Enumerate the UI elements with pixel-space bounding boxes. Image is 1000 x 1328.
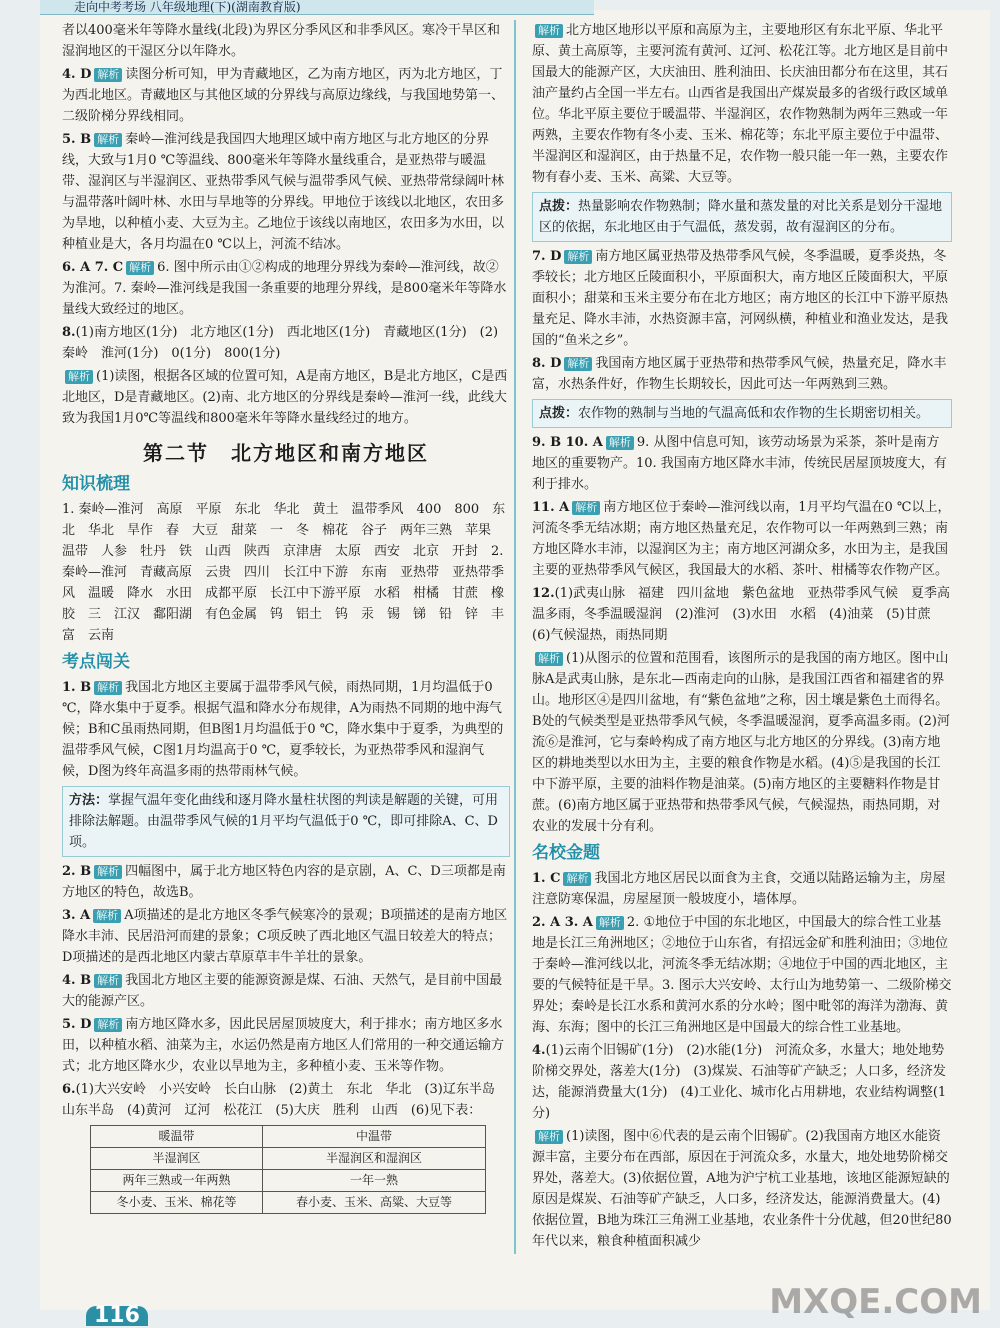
analysis-tag: 解析 (564, 357, 592, 371)
answer-text: 我国北方地区主要的能源资源是煤、石油、天然气，是目前中国最大的能源产区。 (62, 973, 503, 1009)
answer-item (62, 1014, 510, 1077)
exam-heading: 考点闯关 (62, 652, 130, 672)
analysis-tag: 解析 (564, 250, 592, 264)
analysis-tag: 解析 (535, 652, 563, 666)
table-cell: 冬小麦、玉米、棉花等 (91, 1192, 263, 1214)
answer-item (62, 1079, 510, 1121)
exam-answers-2 (62, 861, 510, 1121)
answer-text: 者以400毫米年等降水量线(北段)为界区分季风区和非季风区。寒冷干旱区和湿润地区的干湿区分以年降水。 (62, 23, 500, 59)
table-row (91, 1170, 486, 1192)
table-cell: 一年一熟 (262, 1170, 485, 1192)
answer-number: 2. B (62, 864, 92, 879)
table-cell: 半湿润区 (91, 1148, 263, 1170)
analysis-tag: 解析 (94, 865, 122, 879)
analysis-tag: 解析 (94, 974, 122, 988)
answer-number: 12. (532, 586, 555, 601)
analysis-tag: 解析 (563, 872, 591, 886)
answer-number: 5. B (62, 132, 92, 147)
answer-number: 5. D (62, 1017, 92, 1032)
analysis-tag: 解析 (606, 436, 634, 450)
golden-heading: 名校金题 (532, 843, 600, 863)
answer-text: 我国南方地区属于亚热带和热带季风气候，热量充足，降水丰富，水热条件好，作物生长期较长，因此可达一年两熟到三熟。 (532, 356, 947, 392)
column-divider (514, 20, 516, 1254)
table-row (91, 1148, 486, 1170)
answer-number: 1. C (532, 871, 561, 886)
answer-item (62, 257, 510, 320)
method-text: 掌握气温年变化曲线和逐月降水量柱状图的判读是解题的关键，可用排除法解题。由温带季风气候的1月平均气温低于0 ℃，即可排除A、C、D项。 (69, 793, 499, 850)
table-cell: 两年三熟或一年两熟 (91, 1170, 263, 1192)
answer-text: (1)武夷山脉 福建 四川盆地 紫色盆地 亚热带季风气候 夏季高温多雨，冬季温暖湿润 (2)淮河 (3)水田 水稻 (4)油菜 (5)甘蔗 (6)气候湿热，雨热同期 (532, 586, 951, 643)
analysis-tag: 解析 (93, 909, 121, 923)
answer-text: (1)读图，图中⑥代表的是云南个旧锡矿。(2)我国南方地区水能资源丰富，主要分布在西部，原因在于河流众多，水量大，地处地势阶梯交界处，落差大。(3)依据位置，A地为沪宁杭工业基地，该地区能源短缺的原因是煤炭、石油等矿产缺乏，人口多，经济发达，能源消费量大。(4)依据位置，B地为珠江三角洲工业基地，农业条件十分优越，但20世纪80年代以来，粮食种植面积减少 (532, 1129, 952, 1249)
answer-item (62, 64, 510, 127)
answer-text: 南方地区降水多，因此民居屋顶坡度大，利于排水；南方地区多水田，以种植水稻、油菜为主，水运仍然是南方地区人们常用的一种交通运输方式；北方地区降水少，农业以旱地为主，多种植小麦、玉米等作物。 (62, 1017, 505, 1074)
analysis-tag: 解析 (94, 681, 122, 695)
answer-item (62, 677, 510, 782)
answer-text: (1)大兴安岭 小兴安岭 长白山脉 (2)黄土 东北 华北 (3)辽东半岛 山东半岛 (4)黄河 辽河 松花江 (5)大庆 胜利 山西 (6)见下表： (62, 1082, 508, 1118)
answer-number: 1. B (62, 680, 92, 695)
analysis-tag: 解析 (535, 24, 563, 38)
answer-number: 2. A 3. A (532, 915, 593, 930)
table-header: 暖温带 (91, 1126, 263, 1148)
answer-text: 读图分析可知，甲为青藏地区，乙为南方地区，丙为北方地区，丁为西北地区。青藏地区与其他区域的分界线与高原边缘线，与我国地势第一、二级阶梯分界线相同。 (62, 67, 505, 124)
answer-number: 8. (62, 325, 76, 340)
left-top-answers (62, 20, 510, 429)
answer-item (62, 20, 510, 62)
analysis-tag: 解析 (94, 1018, 122, 1032)
answer-number: 4. D (62, 67, 92, 82)
right-column (532, 20, 952, 1254)
right-answers-3 (532, 432, 952, 837)
answer-item (532, 868, 952, 910)
answer-number: 3. A (62, 908, 91, 923)
analysis-tag: 解析 (596, 916, 624, 930)
answer-item (532, 1040, 952, 1124)
answer-item (532, 246, 952, 351)
climate-table (90, 1125, 486, 1214)
analysis-tag: 解析 (572, 501, 600, 515)
answer-item (532, 353, 952, 395)
analysis-tag: 解析 (535, 1130, 563, 1144)
analysis-tag: 解析 (126, 261, 154, 275)
watermark: MXQE.COM (769, 1282, 982, 1322)
answer-item (532, 1126, 952, 1252)
answer-item (532, 648, 952, 837)
answer-number: 4. B (62, 973, 92, 988)
left-column (62, 20, 510, 1214)
answer-number: 6. (62, 1082, 76, 1097)
answer-text: (1)云南个旧锡矿(1分) (2)水能(1分) 河流众多，水量大；地处地势阶梯交界处，落差大(1分) (3)煤炭、石油等矿产缺乏；人口多，经济发达，能源消费量大(1分) (4)工业化、城市化占用耕地，农业结构调整(1分) (532, 1043, 947, 1121)
answer-text: 北方地区地形以平原和高原为主，主要地形区有东北平原、华北平原、黄土高原等，主要河流有黄河、辽河、松花江等。北方地区是目前中国最大的能源产区，大庆油田、胜利油田、长庆油田都分布在这里，其石油产量约占全国一半左右。山西省是我国出产煤炭最多的省级行政区域单位。华北平原主要位于暖温带、半湿润区，农作物熟制为两年三熟或一年两熟，主要农作物有冬小麦、玉米、棉花等；东北平原主要位于中温带、半湿润区和湿润区，由于热量不足，农作物一般只能一年一熟，主要农作物有春小麦、玉米、高粱、大豆等。 (532, 23, 949, 185)
answer-item (62, 970, 510, 1012)
answer-text: (1)读图，根据各区域的位置可知，A是南方地区，B是北方地区，C是西北地区，D是青藏地区。(2)南、北方地区的分界线是秦岭—淮河一线，此线大致为我国1月0℃等温线和800毫米年等降水量线经过的地方。 (62, 369, 508, 426)
table-cell: 半湿润区和湿润区 (262, 1148, 485, 1170)
answer-number: 6. A 7. C (62, 260, 124, 275)
table-header: 中温带 (262, 1126, 485, 1148)
table-row (91, 1192, 486, 1214)
answer-item (62, 905, 510, 968)
answer-item (532, 912, 952, 1038)
answer-number: 9. B 10. A (532, 435, 603, 450)
answer-text: 南方地区位于秦岭—淮河线以南，1月平均气温在0 ℃以上，河流冬季无结冰期；南方地区热量充足，农作物可以一年两熟到三熟；南方地区降水丰沛，以湿润区为主；南方地区河湖众多，水田为主，是我国主要的亚热带季风气候区，我国最大的水稻、茶叶、柑橘等农作物产区。 (532, 500, 951, 578)
analysis-tag: 解析 (94, 133, 122, 147)
answer-text: 9. 从图中信息可知，该劳动场景为采茶，茶叶是南方地区的重要物产。10. 我国南方地区降水丰沛，传统民居屋顶坡度大，有利于排水。 (532, 435, 947, 492)
running-header: 走向中考考场 八年级地理(下)(湖南教育版) (40, 0, 594, 15)
analysis-tag: 解析 (65, 370, 93, 384)
answer-item (532, 20, 952, 188)
answer-text: 四幅图中，属于北方地区特色内容的是京剧，A、C、D三项都是南方地区的特色，故选B。 (62, 864, 506, 900)
right-answers-4 (532, 868, 952, 1252)
answer-text: 我国北方地区主要属于温带季风气候，雨热同期，1月均温低于0 ℃，降水集中于夏季。根据气温和降水分布规律，A为雨热不同期的地中海气候；B和C虽雨热同期，但B图1月均温低于0 ℃，降水集中于夏季，为典型的温带季风气候，C图1月均温高于0 ℃，夏季较长，为亚热带季风和湿润气候，D图为终年高温多雨的热带雨林气候。 (62, 680, 504, 779)
answer-item (62, 366, 510, 429)
answer-item (532, 497, 952, 581)
tip-label: 点拨： (539, 199, 579, 214)
answer-text: A项描述的是北方地区冬季气候寒冷的景观；B项描述的是南方地区降水丰沛、民居沿河而建的景象；C项反映了西北地区气温日较差大的特点；D项描述的是西北地区内蒙古草原草丰牛羊壮的景象。 (62, 908, 508, 965)
right-answers-2 (532, 246, 952, 395)
knowledge-heading: 知识梳理 (62, 474, 130, 494)
answer-text: 我国北方地区居民以面食为主食，交通以陆路运输为主，房屋注意防寒保温，房屋屋顶一般坡度小，墙体厚。 (532, 871, 946, 907)
section-title: 第二节 北方地区和南方地区 (143, 441, 429, 465)
answer-number: 8. D (532, 356, 562, 371)
tip-box-2 (532, 399, 952, 428)
tip-text: 农作物的熟制与当地的气温高低和农作物的生长期密切相关。 (578, 406, 930, 421)
exam-answers (62, 677, 510, 782)
method-box (62, 786, 510, 857)
answer-item (62, 861, 510, 903)
table-cell: 春小麦、玉米、高粱、大豆等 (262, 1192, 485, 1214)
answer-text: 秦岭—淮河线是我国四大地理区域中南方地区与北方地区的分界线，大致与1月0 ℃等温线、800毫米年等降水量线重合，是亚热带与暖温带、湿润区与半湿润区、亚热带季风气候与温带季风气候、亚热带常绿阔叶林与温带落叶阔叶林、水田与旱地等的分界线。甲地位于该线以北地区，农田多为旱地，以种植小麦、大豆为主。乙地位于该线以南地区，农田多为水田，以种植业是大，各月均温在0 ℃以上，河流不结冰。 (62, 132, 505, 252)
answer-item (532, 432, 952, 495)
analysis-tag: 解析 (94, 68, 122, 82)
tip-text: 热量影响农作物熟制；降水量和蒸发量的对比关系是划分干湿地区的依据，东北地区由于气温低，蒸发弱，故有湿润区的分布。 (539, 199, 943, 235)
answer-item (62, 322, 510, 364)
tip-label: 点拨： (539, 406, 579, 421)
page-number: 116 (86, 1306, 148, 1326)
answer-item (532, 583, 952, 646)
answer-number: 11. A (532, 500, 570, 515)
answer-number: 4. (532, 1043, 546, 1058)
answer-item (62, 129, 510, 255)
answer-number: 7. D (532, 249, 562, 264)
tip-box-1 (532, 192, 952, 242)
answer-text: 2. ①地位于中国的东北地区，中国最大的综合性工业基地是长江三角洲地区；②地位于山东省，有招远金矿和胜利油田；③地位于秦岭—淮河线以北，河流冬季无结冰期；④地位于中国的西北地区，主要的气候特征是干旱。3. 图示大兴安岭、太行山为地势第一、二级阶梯交界处；秦岭是长江水系和黄河水系的分水岭；图中毗邻的海洋为渤海、黄海、东海；图中的长江三角洲地区是中国最大的综合性工业基地。 (532, 915, 952, 1035)
answer-text: (1)从图示的位置和范围看，该图所示的是我国的南方地区。图中山脉A是武夷山脉，是东北—西南走向的山脉，是我国江西省和福建省的界山。地形区④是四川盆地，有“紫色盆地”之称，因土壤是紫色土而得名。B处的气候类型是亚热带季风气候，冬季温暖湿润，夏季高温多雨。(2)河流⑥是淮河，它与秦岭构成了南方地区与北方地区的分界线。(3)南方地区的耕地类型以水田为主，主要的粮食作物是水稻。(4)⑤是我国的长江中下游平原，主要的油料作物是油菜。(5)南方地区的主要糖料作物是甘蔗。(6)南方地区属于亚热带和热带季风气候，气候湿热，雨热同期，对农业的发展十分有利。 (532, 651, 950, 834)
knowledge-text: 1. 秦岭—淮河 高原 平原 东北 华北 黄土 温带季风 400 800 东北 华北 旱作 春 大豆 甜菜 一 冬 棉花 谷子 两年三熟 苹果 温带 人参 牡丹 铁 山西 陕西 京津唐 太原 西安 北京 开封 2. 秦岭—淮河 青藏高原 云贵 四川 长江中下游 东南 亚热带 亚热带季风 温暖 降水 水田 成都平原 长江中下游平原 水稻 柑橘 甘蔗 橡胶 三 江汉 鄱阳湖 有色金属 钨 铝土 钨 汞 锡 锑 铅 锌 丰富 云南 (62, 502, 506, 643)
answer-text: 6. 图中所示由①②构成的地理分界线为秦岭—淮河线，故②为淮河。7. 秦岭—淮河线是我国一条重要的地理分界线，是800毫米年等降水量线大致经过的地区。 (62, 260, 507, 317)
right-answers-1 (532, 20, 952, 188)
answer-text: 南方地区属亚热带及热带季风气候，冬季温暖，夏季炎热，冬季较长；北方地区丘陵面积小，平原面积大，南方地区丘陵面积大，平原面积小；甜菜和玉米主要分布在北方地区；南方地区的长江中下游平原热量充足、降水丰沛，水热资源丰富，河网纵横，种植业和渔业发达，是我国的“鱼米之乡”。 (532, 249, 949, 348)
method-label: 方法： (69, 793, 109, 808)
answer-text: (1)南方地区(1分) 北方地区(1分) 西北地区(1分) 青藏地区(1分) (2)秦岭 淮河(1分) 0(1分) 800(1分) (62, 325, 499, 361)
